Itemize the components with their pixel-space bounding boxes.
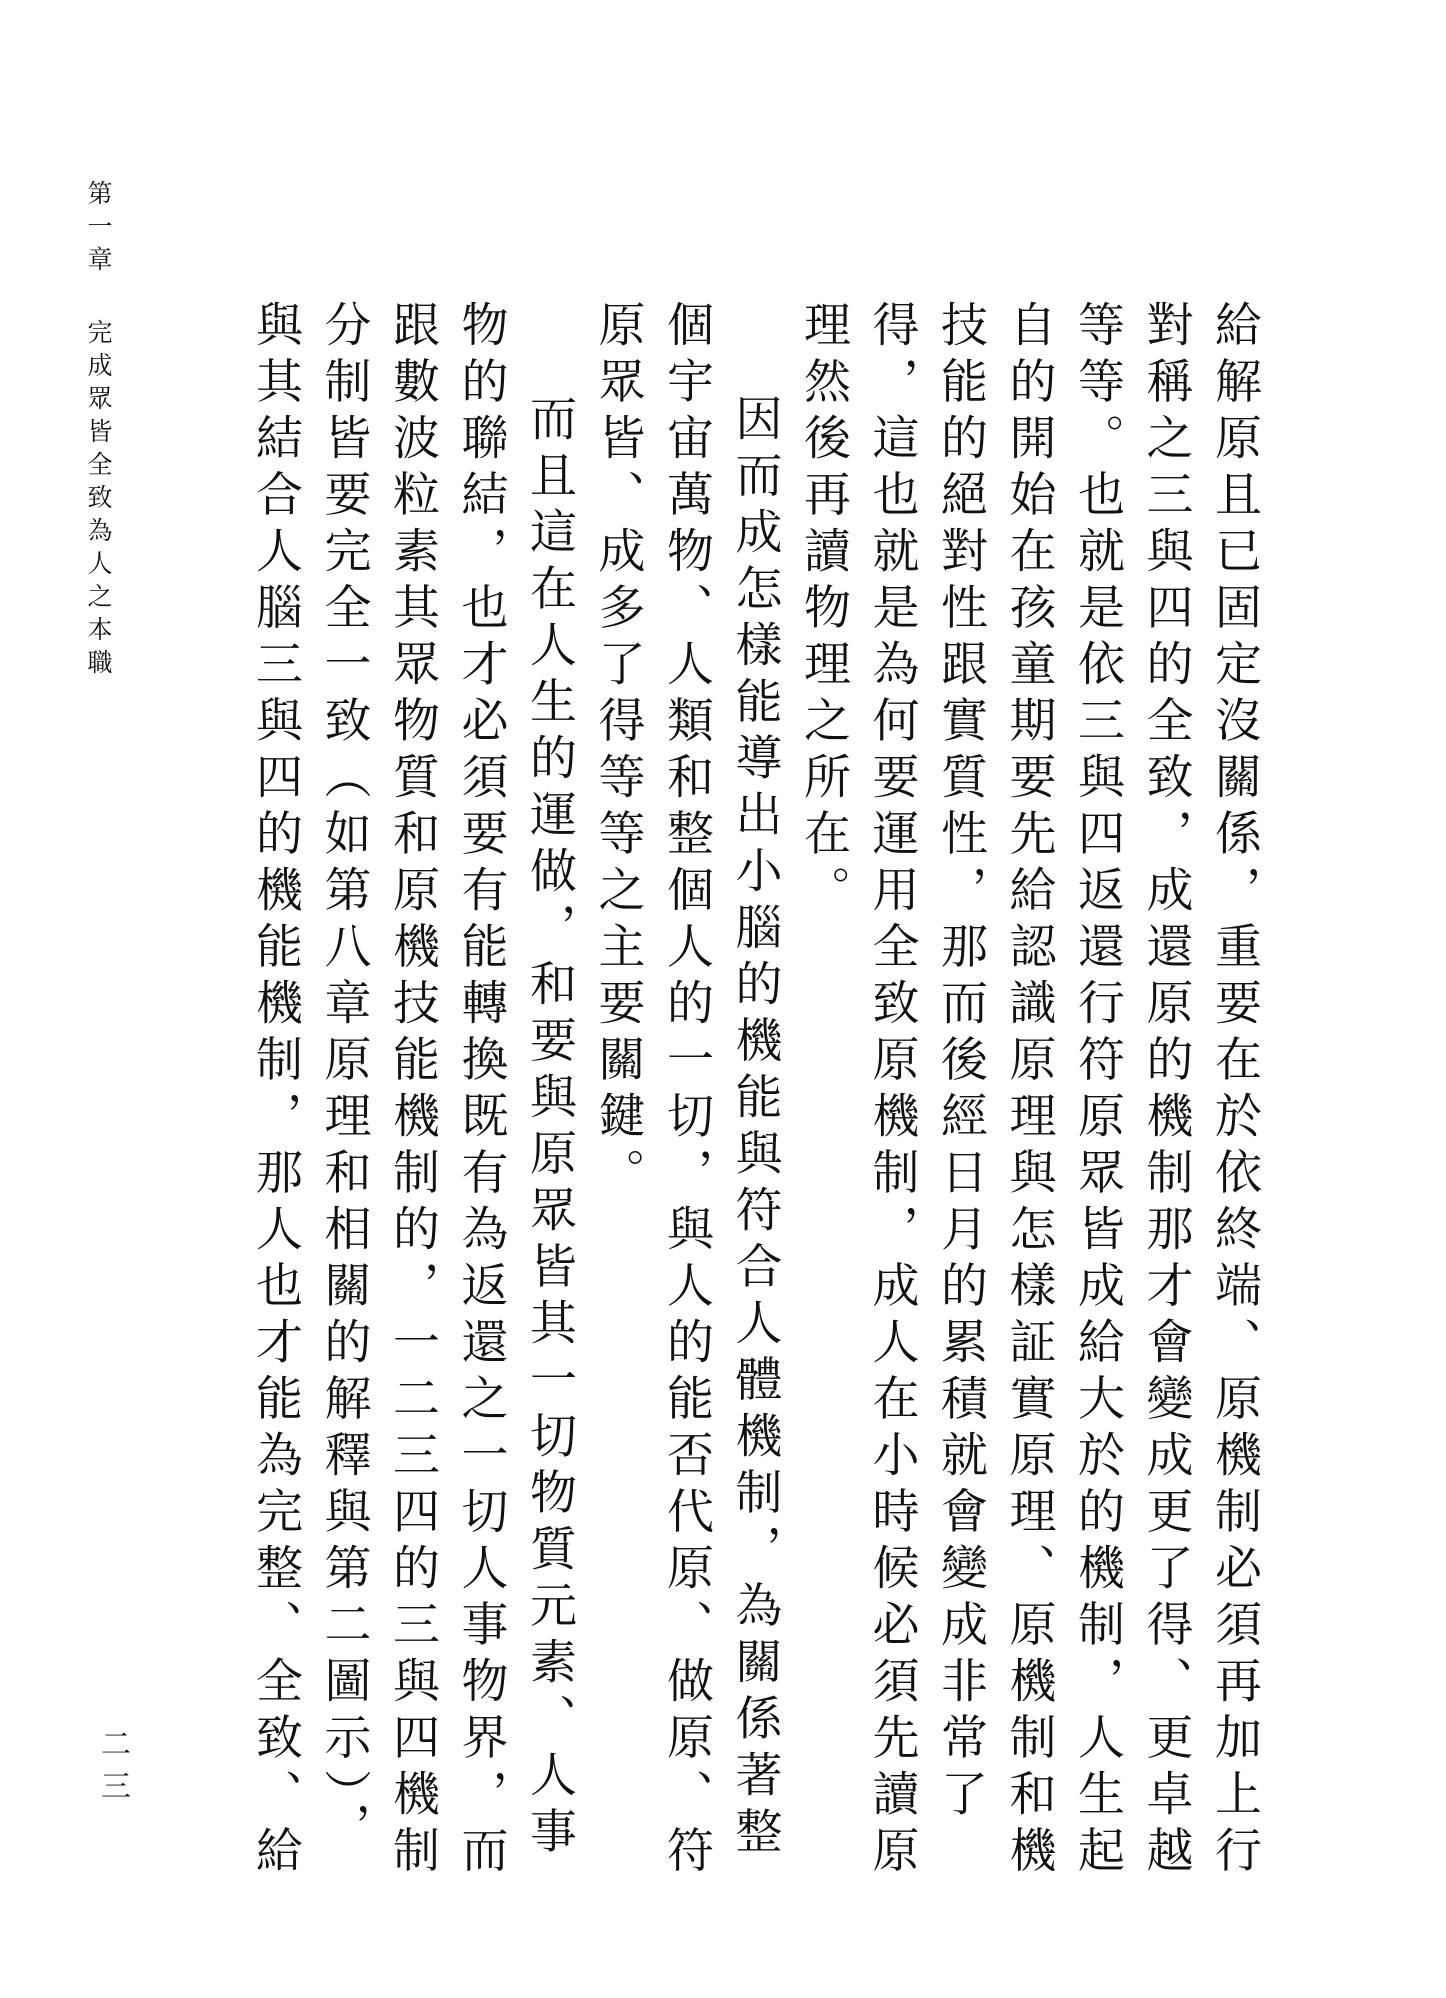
chapter-label: 第一章	[84, 180, 113, 279]
page-number: 二三	[95, 1728, 130, 1812]
body-text	[248, 300, 1268, 1900]
running-head	[84, 180, 112, 682]
chapter-title: 完成眾皆全致為人之本職	[84, 319, 113, 682]
paragraph-continued: 給解原且已固定沒關係，重要在於依終端、原機制必須再加上行對稱之三與四的全致，成還原的機制那才會變成更了得、更卓越等等。也就是依三與四返還行符原眾皆成給大於的機制，人生起自的開始在孩童期要先給認識原理與怎樣証實原理、原機制和機技能的絕對性跟實質性，那而後經日月的累積就會變成非常了得，這也就是為何要運用全致原機制，成人在小時候必須先讀原理然後再讀物理之所在。	[796, 300, 1262, 1882]
paragraph: 因而成怎樣能導出小腦的機能與符合人體機制，為關係著整個宇宙萬物、人類和整個人的一切，與人的能否代原、做原、符原眾皆、成多了得等等之主要關鍵。	[590, 300, 783, 1882]
paragraph: 而且這在人生的運做，和要與原眾皆其一切物質元素、人事物的聯結，也才必須要有能轉換既有為返還之一切人事物界，而跟數波粒素其眾物質和原機技能機制的，一二三四的三與四機制分制皆要完全一致（如第八章原理和相關的解釋與第二圖示），與其結合人腦三與四的機能機制，那人也才能為完整、全致、給	[248, 300, 577, 1882]
